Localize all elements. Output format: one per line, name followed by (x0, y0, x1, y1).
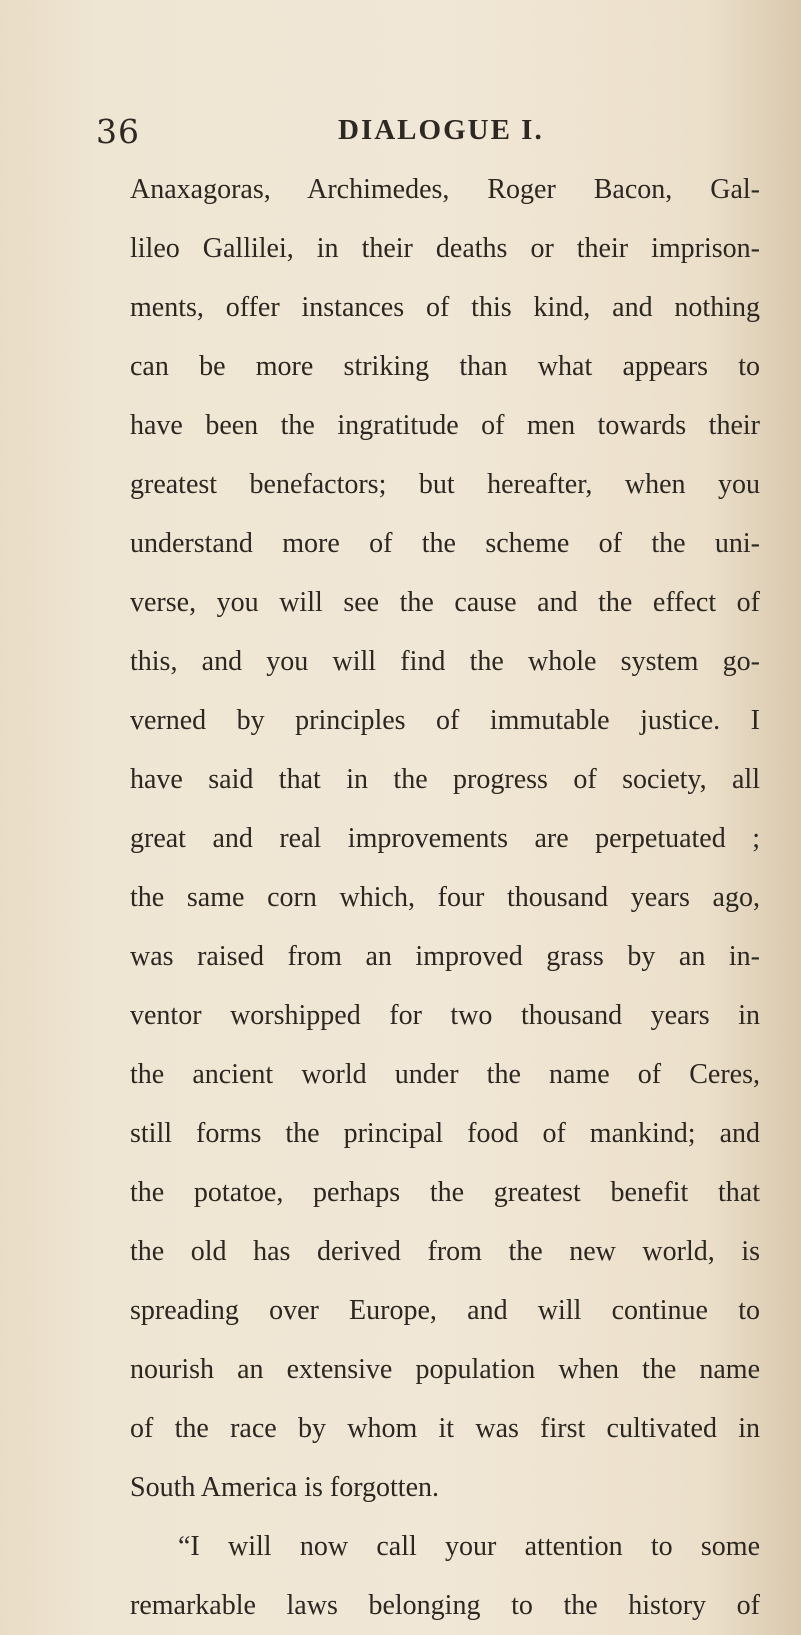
body-text (130, 160, 760, 1635)
text-line: “I will now call your attention to some (178, 1531, 760, 1562)
page-number: 36 (96, 112, 140, 151)
text-line: ments, offer instances of this kind, and nothing (130, 292, 760, 323)
text-line: the potatoe, perhaps the greatest benefit that (130, 1177, 760, 1208)
text-line: great and real improvements are perpetuated ; (130, 823, 760, 854)
running-head (96, 112, 756, 156)
text-line: still forms the principal food of mankind; and (130, 1118, 760, 1149)
text-line: have said that in the progress of society, all (130, 764, 760, 795)
text-line: lileo Gallilei, in their deaths or their imprison- (130, 233, 760, 264)
text-line: can be more striking than what appears to (130, 351, 760, 382)
text-line: the old has derived from the new world, is (130, 1236, 760, 1267)
running-title: DIALOGUE I. (338, 114, 544, 146)
text-line: greatest benefactors; but hereafter, when you (130, 469, 760, 500)
text-line: this, and you will find the whole system go- (130, 646, 760, 677)
text-line: the ancient world under the name of Ceres, (130, 1059, 760, 1090)
text-line: spreading over Europe, and will continue to (130, 1295, 760, 1326)
text-line: Anaxagoras, Archimedes, Roger Bacon, Gal- (130, 174, 760, 205)
text-line: was raised from an improved grass by an in- (130, 941, 760, 972)
text-line: of the race by whom it was first cultivated in (130, 1413, 760, 1444)
text-line: nourish an extensive population when the name (130, 1354, 760, 1385)
text-line: remarkable laws belonging to the history of (130, 1590, 760, 1621)
text-line: understand more of the scheme of the uni- (130, 528, 760, 559)
text-line: verse, you will see the cause and the effect of (130, 587, 760, 618)
text-line: South America is forgotten. (130, 1472, 439, 1503)
text-line: verned by principles of immutable justice. I (130, 705, 760, 736)
text-line: ventor worshipped for two thousand years in (130, 1000, 760, 1031)
text-line: have been the ingratitude of men towards their (130, 410, 760, 441)
text-line: the same corn which, four thousand years ago, (130, 882, 760, 913)
